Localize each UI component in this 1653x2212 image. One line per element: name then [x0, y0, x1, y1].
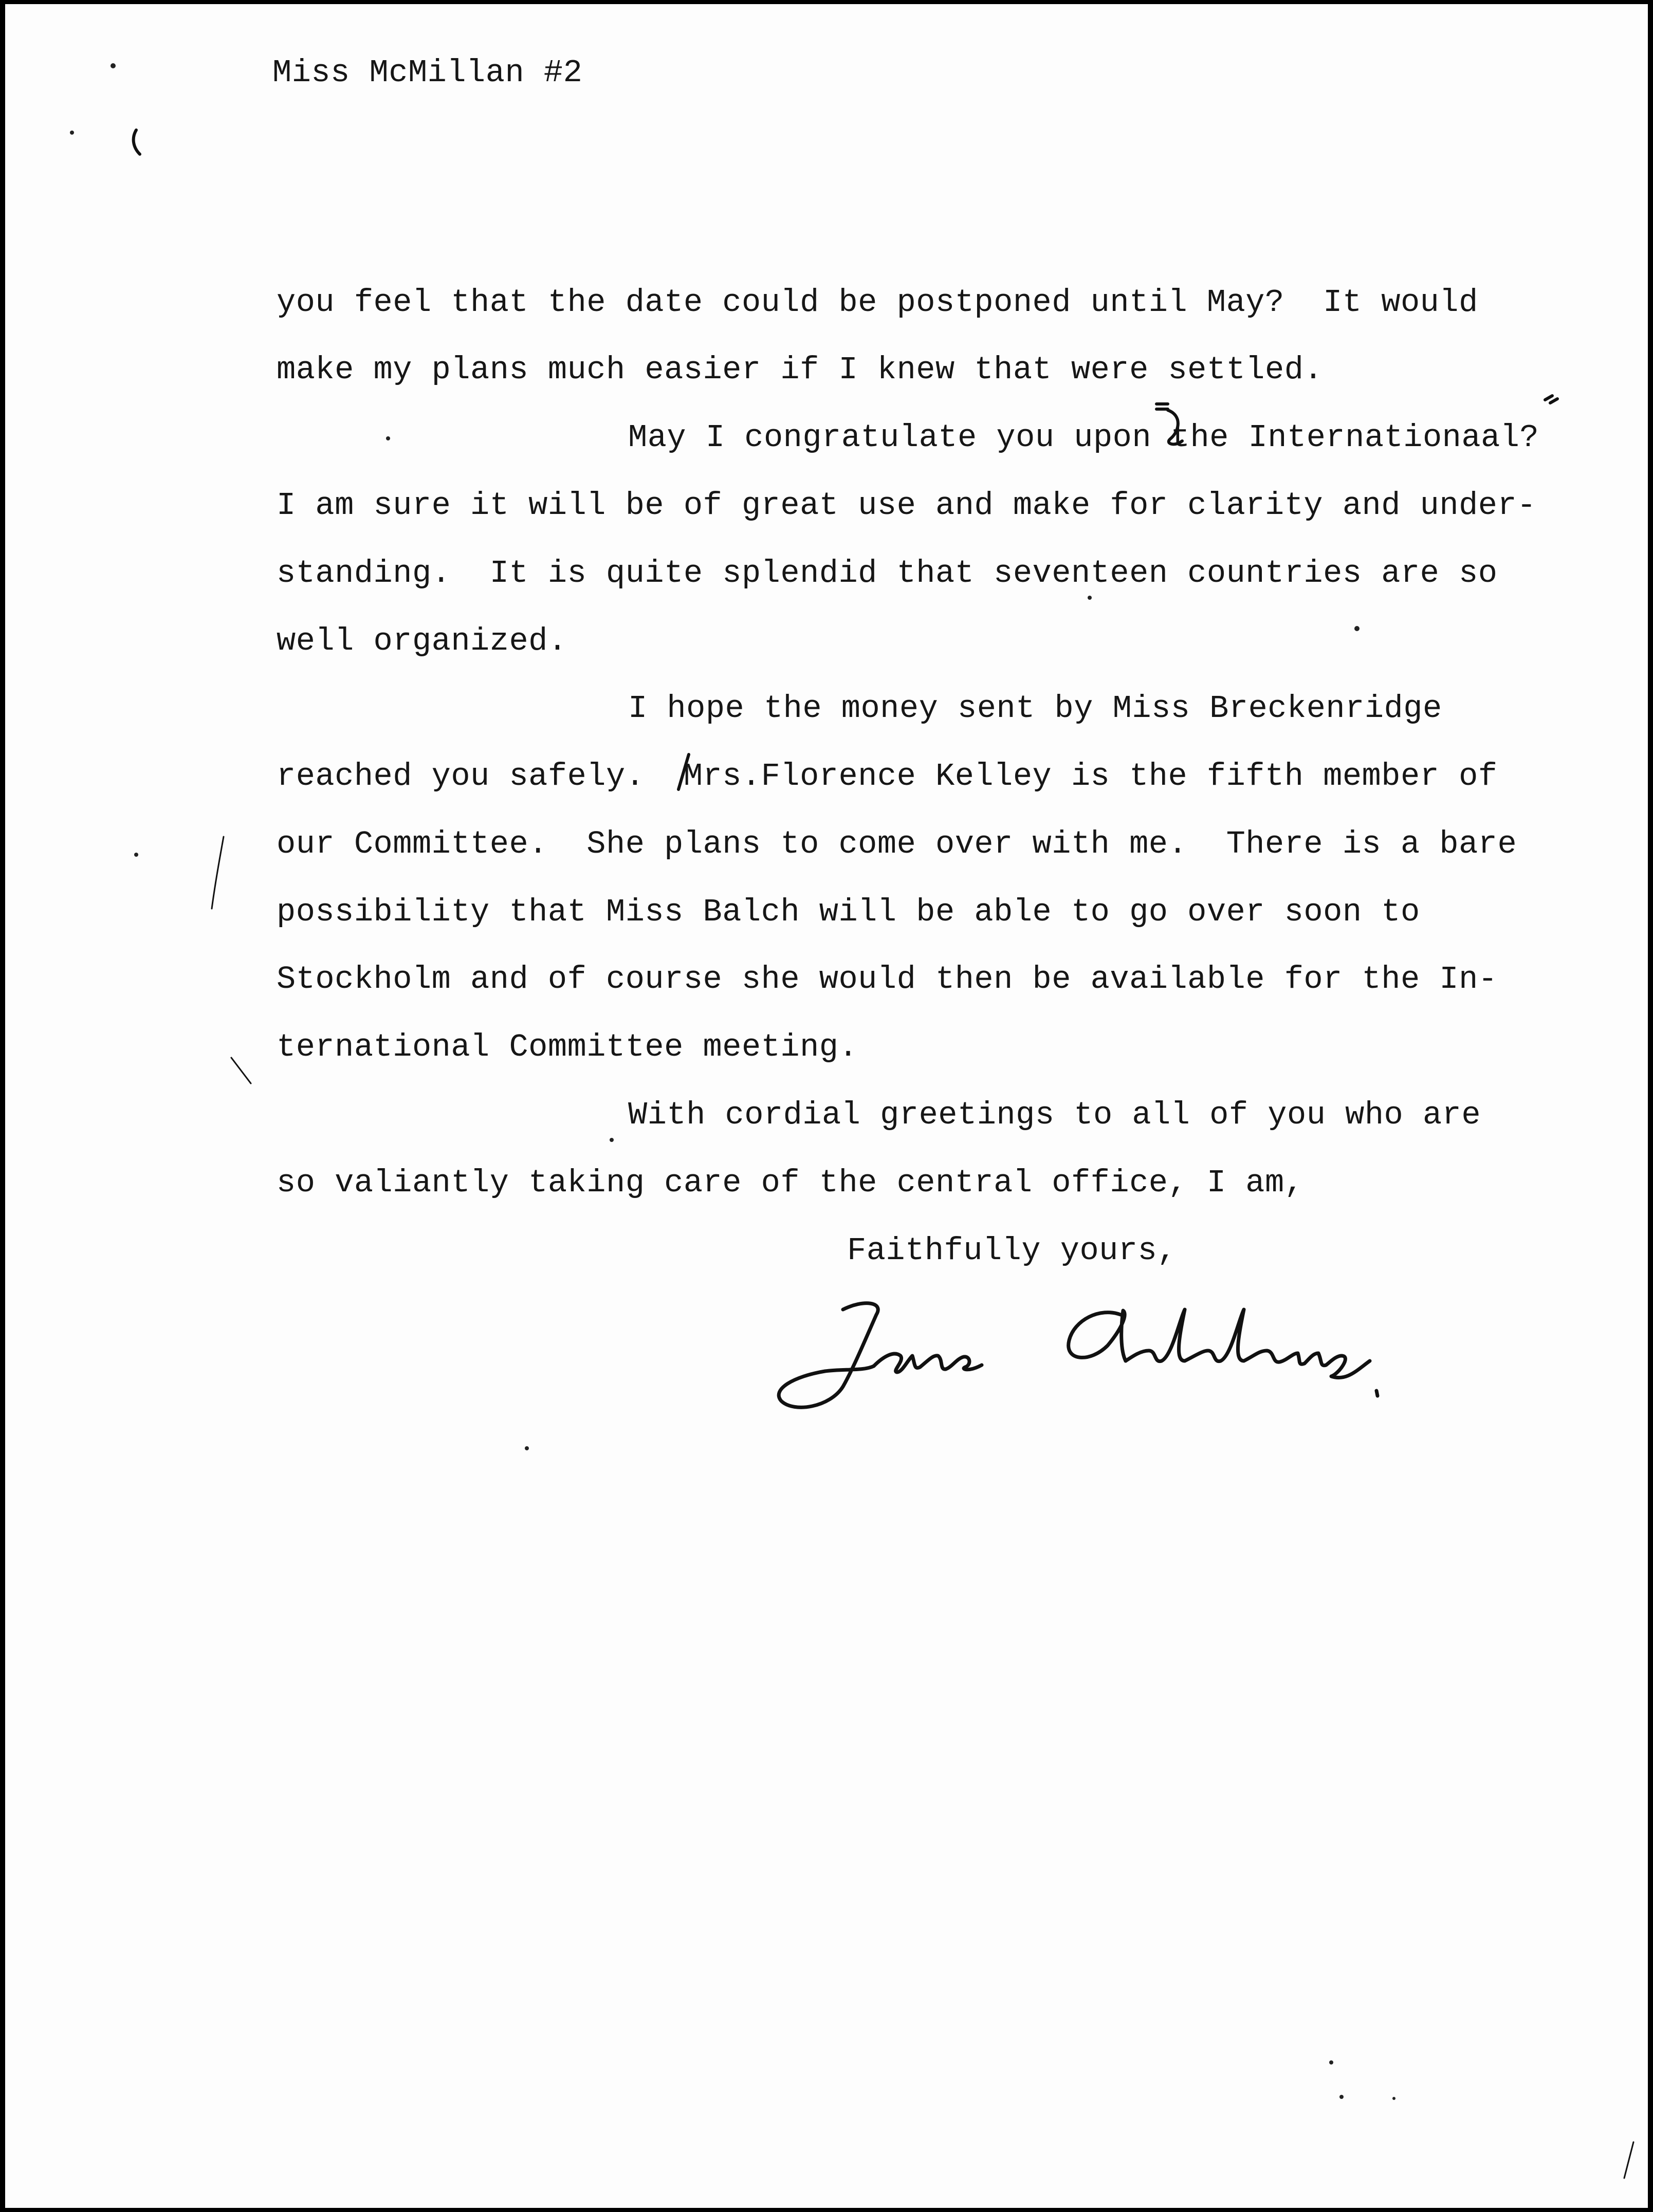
letter-page	[5, 4, 1648, 2208]
body-line-2: make my plans much easier if I knew that were settled.	[277, 352, 1324, 388]
handwritten-signature	[766, 1279, 1444, 1412]
body-line-7: I hope the money sent by Miss Breckenridge	[628, 690, 1442, 727]
body-line-3: May I congratulate you upon the Internationaal?	[628, 419, 1539, 456]
body-line-14: so valiantly taking care of the central office, I am,	[277, 1165, 1304, 1201]
closing-line: Faithfully yours,	[847, 1232, 1177, 1269]
body-line-8: reached you safely. Mrs.Florence Kelley is the fifth member of	[277, 758, 1498, 795]
body-line-1: you feel that the date could be postponed until May? It would	[277, 284, 1478, 321]
body-line-9: our Committee. She plans to come over with me. There is a bare	[277, 826, 1517, 862]
body-line-10: possibility that Miss Balch will be able to go over soon to	[277, 894, 1420, 930]
page-header: Miss McMillan #2	[272, 54, 583, 91]
body-line-13: With cordial greetings to all of you who are	[628, 1097, 1481, 1133]
body-line-5: standing. It is quite splendid that seventeen countries are so	[277, 555, 1498, 592]
body-line-4: I am sure it will be of great use and make for clarity and under-	[277, 487, 1536, 524]
body-line-11: Stockholm and of course she would then be available for the In-	[277, 961, 1498, 998]
body-line-6: well organized.	[277, 623, 567, 659]
body-line-12: ternational Committee meeting.	[277, 1029, 858, 1065]
